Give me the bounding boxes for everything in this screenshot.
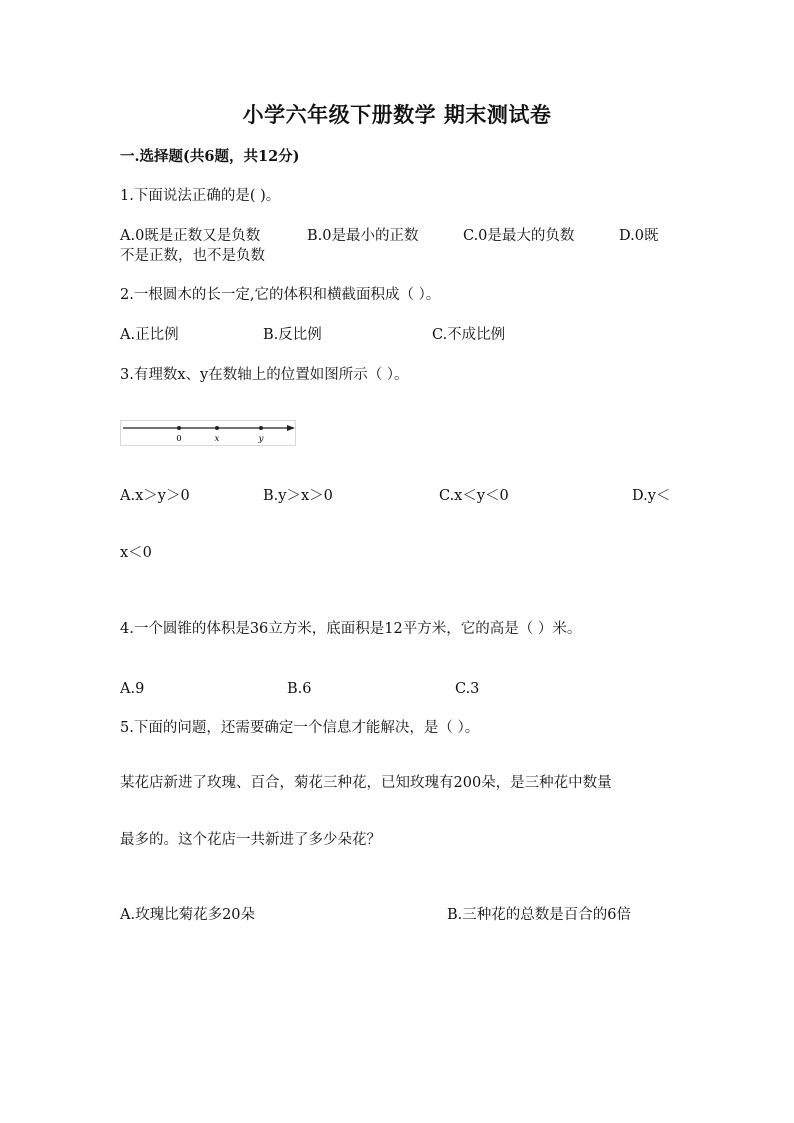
q2-option-a: A.正比例 <box>120 327 179 343</box>
q1-option-c: C.0是最大的负数 <box>463 228 575 244</box>
question-5: 5.下面的问题，还需要确定一个信息才能解决，是（ ）。 <box>120 720 480 736</box>
number-line-point-x <box>215 426 219 430</box>
question-1: 1.下面说法正确的是( )。 <box>120 188 281 204</box>
section-heading: 一.选择题(共6题，共12分) <box>120 148 300 165</box>
q2-option-b: B.反比例 <box>263 327 322 343</box>
number-line-label-y: y <box>258 434 264 444</box>
number-line-label-0: 0 <box>176 434 182 444</box>
q4-option-a: A.9 <box>120 681 145 697</box>
q1-option-d: D.0既 <box>619 228 659 244</box>
q4-option-c: C.3 <box>455 681 480 697</box>
question-3: 3.有理数x、y在数轴上的位置如图所示（ ）。 <box>120 367 409 383</box>
q1-option-b: B.0是最小的正数 <box>307 228 419 244</box>
q3-option-c: C.x＜y＜0 <box>439 488 509 504</box>
page-title: 小学六年级下册数学 期末测试卷 <box>242 102 552 127</box>
question-2: 2.一根圆木的长一定,它的体积和横截面积成（ ）。 <box>120 287 441 303</box>
number-line-figure <box>120 420 296 446</box>
q5-option-b: B.三种花的总数是百合的6倍 <box>447 907 631 923</box>
number-line-point-y <box>259 426 263 430</box>
q5-option-a: A.玫瑰比菊花多20朵 <box>120 907 256 923</box>
number-line-label-x: x <box>214 434 220 444</box>
number-line-point-0 <box>177 426 181 430</box>
q2-option-c: C.不成比例 <box>432 327 506 343</box>
question-5-passage-line-2: 最多的。这个花店一共新进了多少朵花？ <box>120 832 381 848</box>
q1-option-d-cont: 不是正数，也不是负数 <box>120 248 265 264</box>
q3-option-a: A.x＞y＞0 <box>120 488 190 504</box>
q3-option-d: D.y＜ <box>632 488 671 504</box>
q3-option-b: B.y＞x＞0 <box>263 488 333 504</box>
q3-option-d-cont: x＜0 <box>120 545 152 561</box>
q4-option-b: B.6 <box>287 681 312 697</box>
question-4: 4.一个圆锥的体积是36立方米，底面积是12平方米，它的高是（ ）米。 <box>120 621 582 637</box>
q1-option-a: A.0既是正数又是负数 <box>120 228 261 244</box>
question-5-passage-line-1: 某花店新进了玫瑰、百合，菊花三种花，已知玫瑰有200朵，是三种花中数量 <box>120 775 612 791</box>
